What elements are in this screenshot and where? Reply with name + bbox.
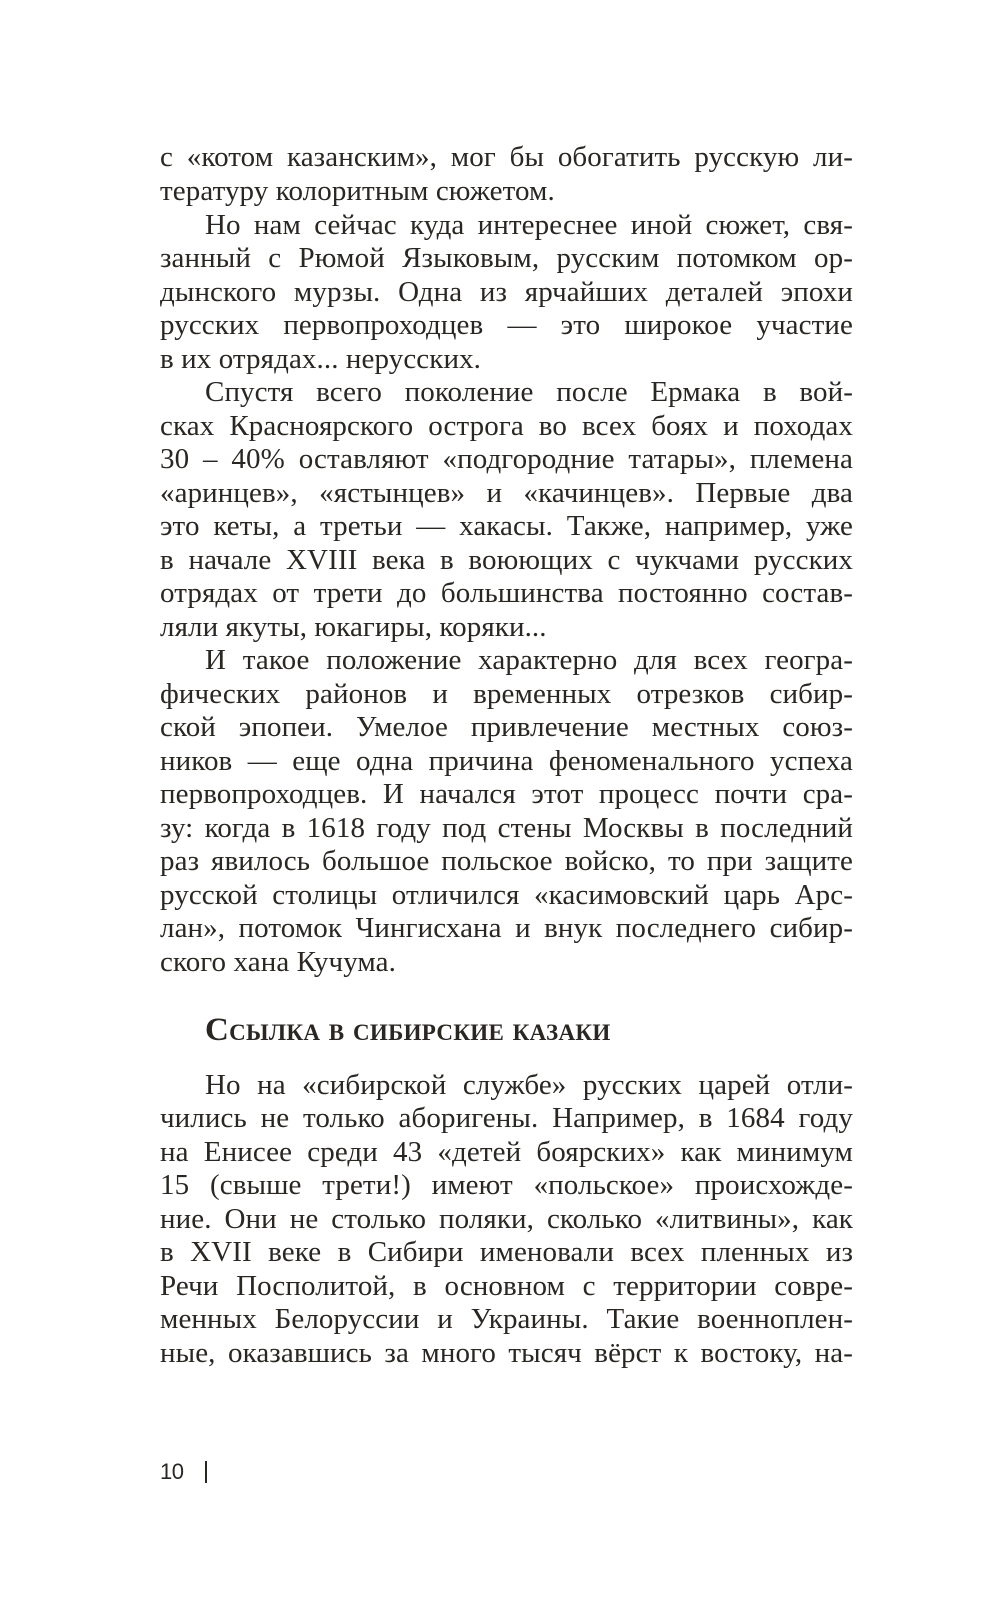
text-line: раз явилось большое польское войско, то при защите	[160, 845, 853, 877]
text-line: ние. Они не столько поляки, сколько «литвины», как	[160, 1203, 853, 1235]
text-line: ского хана Кучума.	[160, 946, 396, 978]
text-line: зу: когда в 1618 году под стены Москвы в последний	[160, 812, 853, 844]
text-line: русской столицы отличился «касимовский царь Арс-	[160, 879, 853, 911]
footer-divider	[205, 1461, 207, 1483]
text-line: дынского мурзы. Одна из ярчайших деталей эпохи	[160, 276, 853, 308]
text-line: Речи Посполитой, в основном с территории совре-	[160, 1270, 853, 1302]
text-line: ляли якуты, юкагиры, коряки...	[160, 611, 547, 643]
text-line: первопроходцев. И начался этот процесс почти сра-	[160, 778, 853, 810]
page-number: 10	[160, 1459, 184, 1484]
page-footer	[160, 1455, 207, 1489]
text-line: в их отрядах... нерусских.	[160, 343, 482, 375]
text-line: Но нам сейчас куда интереснее иной сюжет, свя-	[205, 209, 853, 241]
text-line: 30 – 40% оставляют «подгородние татары», племена	[160, 443, 853, 475]
text-line: «аринцев», «ястынцев» и «качинцев». Первые два	[160, 477, 853, 509]
text-line: Спустя всего поколение после Ермака в вой-	[205, 376, 853, 408]
text-line: с «котом казанским», мог бы обогатить русскую ли-	[160, 141, 853, 173]
text-line: чились не только аборигены. Например, в 1684 году	[160, 1102, 853, 1134]
text-line: сках Красноярского острога во всех боях и походах	[160, 410, 853, 442]
text-line: ской эпопеи. Умелое привлечение местных союз-	[160, 711, 853, 743]
section-heading: Ссылка в сибирские казаки	[205, 1012, 611, 1048]
text-line: 15 (свыше трети!) имеют «польское» происхожде-	[160, 1169, 853, 1201]
text-line: Но на «сибирской службе» русских царей отли-	[205, 1069, 853, 1101]
text-line: менных Белоруссии и Украины. Такие военноплен-	[160, 1303, 853, 1335]
text-line: отрядах от трети до большинства постоянно состав-	[160, 577, 853, 609]
text-line: в начале XVIII века в воюющих с чукчами русских	[160, 544, 853, 576]
text-line: ников — еще одна причина феноменального успеха	[160, 745, 853, 777]
text-line: на Енисее среди 43 «детей боярских» как минимум	[160, 1136, 853, 1168]
text-line: русских первопроходцев — это широкое участие	[160, 309, 853, 341]
text-line: фических районов и временных отрезков сибир-	[160, 678, 853, 710]
text-line: лан», потомок Чингисхана и внук последнего сибир-	[160, 912, 853, 944]
text-line: в XVII веке в Сибири именовали всех пленных из	[160, 1236, 853, 1268]
text-line: это кеты, а третьи — хакасы. Также, например, уже	[160, 510, 853, 542]
text-line: тературу колоритным сюжетом.	[160, 175, 555, 207]
text-line: И такое положение характерно для всех геогра-	[205, 644, 853, 676]
text-line: ные, оказавшись за много тысяч вёрст к востоку, на-	[160, 1337, 853, 1369]
text-line: занный с Рюмой Языковым, русским потомком ор-	[160, 242, 853, 274]
